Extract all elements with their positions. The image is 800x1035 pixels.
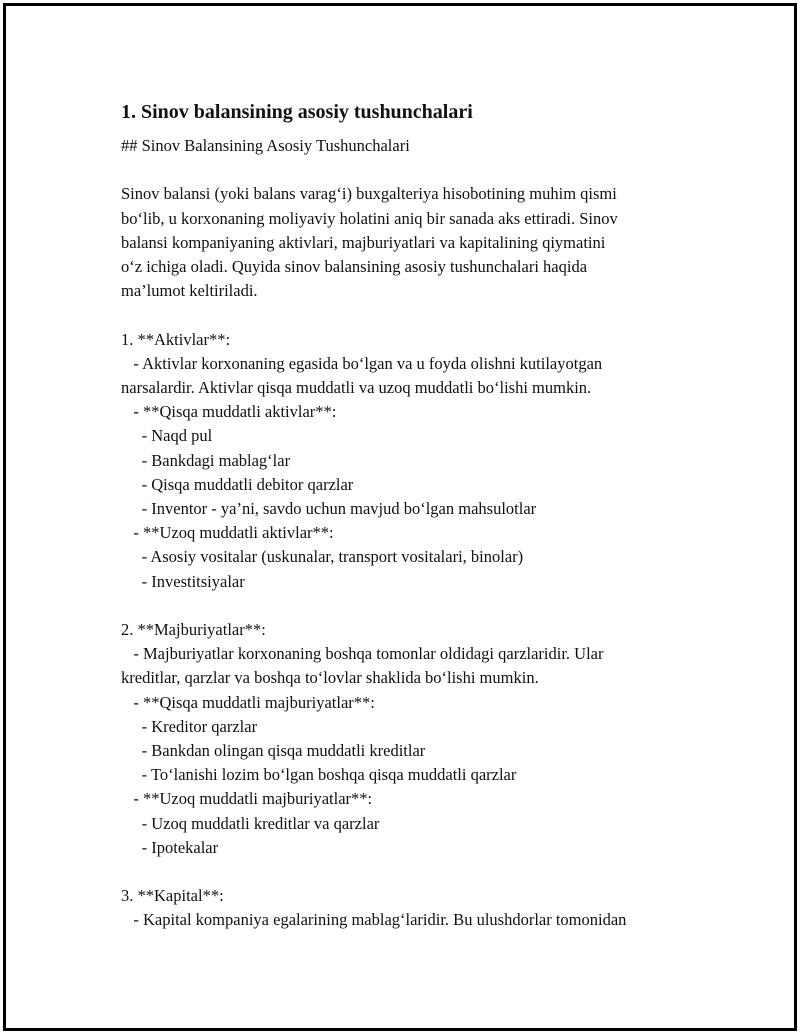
intro-line: bo‘lib, u korxonaning moliyaviy holatini aniq bir sanada aks ettiradi. Sinov	[121, 208, 618, 228]
list-item: - Investitsiyalar	[121, 571, 245, 591]
list-item: - Ipotekalar	[121, 837, 219, 857]
blank-line	[121, 860, 721, 884]
blank-line	[121, 594, 721, 618]
list-item: - **Qisqa muddatli aktivlar**:	[121, 402, 337, 422]
section-heading: 1. **Aktivlar**:	[121, 329, 231, 349]
list-item: - Kreditor qarzlar	[121, 716, 258, 736]
intro-line: ma’lumot keltiriladi.	[121, 281, 258, 301]
list-item: - **Uzoq muddatli aktivlar**:	[121, 523, 334, 543]
section-line: - Aktivlar korxonaning egasida bo‘lgan va u foyda olishni kutilayotgan	[121, 353, 603, 373]
blank-line	[121, 303, 721, 327]
section-line: - Majburiyatlar korxonaning boshqa tomonlar oldidagi qarzlaridir. Ular	[121, 644, 604, 664]
intro-paragraph	[121, 182, 721, 303]
list-item: - Asosiy vositalar (uskunalar, transport vositalari, binolar)	[121, 547, 524, 567]
list-item: - Bankdagi mablag‘lar	[121, 450, 291, 470]
section-line: narsalardir. Aktivlar qisqa muddatli va uzoq muddatli bo‘lishi mumkin.	[121, 378, 592, 397]
blank-line	[121, 158, 721, 182]
list-item: - Uzoq muddatli kreditlar va qarzlar	[121, 813, 380, 833]
intro-line: o‘z ichiga oladi. Quyida sinov balansining asosiy tushunchalari haqida	[121, 257, 588, 276]
section-capital	[121, 884, 721, 932]
list-item: - Naqd pul	[121, 426, 213, 446]
section-liabilities	[121, 618, 721, 860]
list-item: - To‘lanishi lozim bo‘lgan boshqa qisqa muddatli qarzlar	[121, 765, 517, 785]
section-heading: 3. **Kapital**:	[121, 886, 224, 906]
document-page	[3, 3, 797, 1031]
list-item: - **Qisqa muddatli majburiyatlar**:	[121, 692, 375, 712]
intro-line: balansi kompaniyaning aktivlari, majburiyatlari va kapitalining qiymatini	[121, 232, 606, 252]
document-title: 1. Sinov balansining asosiy tushunchalari	[121, 101, 473, 123]
section-line: kreditlar, qarzlar va boshqa to‘lovlar shaklida bo‘lishi mumkin.	[121, 668, 539, 688]
section-assets	[121, 328, 721, 594]
document-body	[121, 98, 721, 933]
list-item: - Bankdan olingan qisqa muddatli kreditlar	[121, 741, 426, 761]
intro-line: Sinov balansi (yoki balans varag‘i) buxgalteriya hisobotining muhim qismi	[121, 184, 617, 204]
list-item: - Inventor - ya’ni, savdo uchun mavjud bo‘lgan mahsulotlar	[121, 499, 537, 519]
subheading: ## Sinov Balansining Asosiy Tushunchalari	[121, 136, 410, 155]
section-line: - Kapital kompaniya egalarining mablag‘laridir. Bu ulushdorlar tomonidan	[121, 910, 627, 930]
list-item: - Qisqa muddatli debitor qarzlar	[121, 474, 354, 494]
section-heading: 2. **Majburiyatlar**:	[121, 620, 266, 640]
list-item: - **Uzoq muddatli majburiyatlar**:	[121, 789, 373, 809]
